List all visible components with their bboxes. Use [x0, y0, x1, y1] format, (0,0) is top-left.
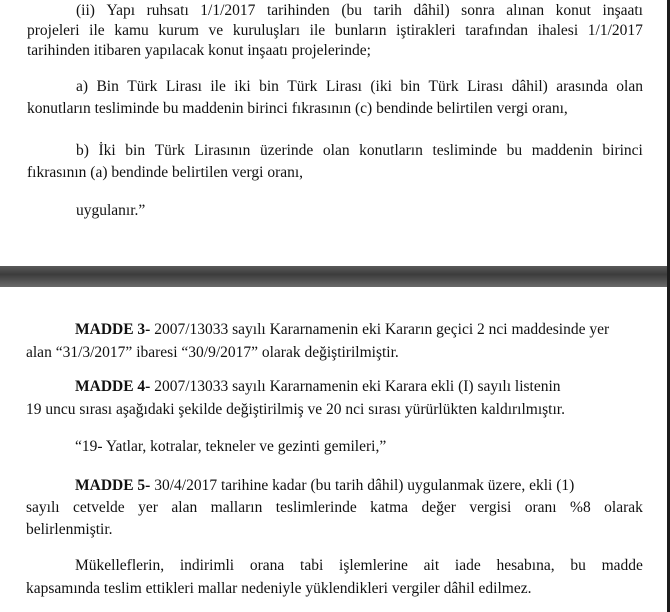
mukellef-line-1-word: tabi: [300, 557, 324, 574]
para-a-line-1-word: dâhil): [511, 78, 548, 95]
para-a-line-1-word: Türk: [127, 78, 158, 95]
para-a-line-1-word: Bin: [96, 78, 119, 95]
mukellef-line-1-word: iade: [454, 557, 481, 574]
para-b-line-1-word: birinci: [602, 142, 643, 159]
para-ii-line-1-word: ruhsatı: [146, 2, 189, 19]
madde5-label: MADDE 5-: [75, 477, 151, 494]
para-ii-line-1-word: Yapı: [106, 2, 136, 19]
para-b-line-1: [76, 142, 643, 160]
para-b-line-1-word: İki: [98, 142, 116, 159]
page-gap: [0, 266, 670, 287]
para-ii-line-1-word: konut: [555, 2, 591, 19]
madde4-line-1-text: 2007/13033 sayılı Kararnamenin eki Karara ekli (I) sayılı listenin: [154, 378, 561, 395]
madde5-line-2-word: yer: [138, 499, 158, 516]
para-ii-line-2-word: ihalesi: [537, 22, 579, 39]
madde5-line-3: belirlenmiştir.: [26, 521, 113, 538]
madde5-line-1: [75, 477, 574, 495]
madde5-line-2-word: değer: [421, 499, 456, 516]
para-a-line-1-word: iki: [234, 78, 251, 95]
para-ii-line-2-word: tarafından: [465, 22, 529, 39]
madde5-line-2-word: alan: [171, 499, 198, 516]
para-ii-line-2-word: kurum: [158, 22, 199, 39]
para-ii-line-1-word: sonra: [461, 2, 495, 19]
mukellef-line-1: [75, 557, 643, 575]
madde4-label: MADDE 4-: [75, 378, 151, 395]
madde3-line-2: alan “31/3/2017” ibaresi “30/9/2017” olarak değiştirilmiştir.: [26, 344, 399, 361]
para-b-line-1-word: olan: [322, 142, 350, 159]
para-ii-line-2-word: 1/1/2017: [587, 22, 643, 39]
para-ii-line-2-word: kuruluşları: [232, 22, 300, 39]
closing-text: uygulanır.”: [76, 202, 146, 219]
para-a-line-1-word: Türk: [428, 78, 459, 95]
para-a-line-1-word: Lirası: [165, 78, 202, 95]
para-b-line-1-word: konutların: [359, 142, 423, 159]
madde4-line-1: [75, 378, 561, 396]
madde5-line-2-word: malların: [210, 499, 263, 516]
para-a-line-1: [76, 78, 643, 96]
para-ii-line-1-word: 1/1/2017: [200, 2, 256, 19]
madde5-line-2-word: cetvelde: [73, 499, 125, 516]
madde3-line-1: [75, 321, 609, 339]
para-a-line-1-word: a): [76, 78, 89, 95]
para-b-line-1-word: Türk: [154, 142, 185, 159]
para-ii-line-1-word: tarihinden: [266, 2, 330, 19]
para-a-line-1-word: Lirası: [325, 78, 362, 95]
para-b-line-1-word: b): [76, 142, 89, 159]
mukellef-line-1-word: bu: [570, 557, 586, 574]
para-ii-line-1-word: alınan: [506, 2, 545, 19]
mukellef-line-2: kapsamında teslim ettikleri mallar nedeniyle yüklendikleri vergiler dâhil edilmez.: [26, 580, 532, 597]
madde5-line-2-word: vergisi: [469, 499, 512, 516]
para-b-line-1-word: üzerinde: [259, 142, 314, 159]
document-page-top: [0, 0, 670, 266]
madde5-line-2-word: oranı: [524, 499, 557, 516]
para-a-line-1-word: olan: [616, 78, 643, 95]
madde5-line-2-word: olarak: [604, 499, 643, 516]
para-ii-line-2: [27, 22, 643, 40]
para-ii-line-3: tarihinden itibaren yapılacak konut inşaatı projelerinde;: [27, 42, 371, 59]
mukellef-line-1-word: Mükelleflerin,: [75, 557, 165, 574]
para-a-line-1-word: bin: [400, 78, 421, 95]
madde5-line-2-word: katma: [370, 499, 409, 516]
mukellef-line-1-word: işlemlerine: [339, 557, 408, 574]
para-b-line-1-word: bu: [506, 142, 523, 159]
para-ii-line-1-word: tarih: [373, 2, 402, 19]
madde4-line-2: 19 uncu sırası aşağıdaki şekilde değiştirilmiş ve 20 nci sırası yürürlükten kaldırılmıştır.: [26, 401, 565, 418]
madde3-label: MADDE 3-: [75, 321, 151, 338]
para-a-line-1-word: Türk: [287, 78, 318, 95]
para-ii-line-1: [76, 2, 643, 20]
para-b-line-1-word: tesliminde: [432, 142, 498, 159]
para-ii-line-1-word: inşaatı: [602, 2, 643, 19]
para-ii-line-2-word: bunların: [334, 22, 387, 39]
madde5-line-1-text: 30/4/2017 tarihine kadar (bu tarih dâhil) uygulanmak üzere, ekli (1): [154, 477, 575, 494]
mukellef-line-1-word: indirimli: [179, 557, 235, 574]
mukellef-line-1-word: hesabına,: [496, 557, 555, 574]
para-ii-line-2-word: iştirakleri: [396, 22, 456, 39]
madde5-line-2-word: %8: [570, 499, 591, 516]
para-b-line-2: fıkrasının (a) bendinde belirtilen vergi oranı,: [27, 164, 304, 181]
para-ii-line-2-word: ile: [309, 22, 326, 39]
madde5-line-2-word: teslimlerinde: [275, 499, 357, 516]
para-ii-line-2-word: ile: [89, 22, 105, 39]
madde3-line-1-text: 2007/13033 sayılı Kararnamenin eki Kararın geçici 2 nci maddesinde yer: [154, 321, 610, 338]
para-a-line-1-word: bin: [259, 78, 279, 95]
para-a-line-1-word: (iki: [370, 78, 392, 95]
madde5-line-2-word: sayılı: [26, 499, 60, 516]
mukellef-line-1-word: madde: [601, 557, 643, 574]
para-a-line-2: konutların tesliminde bu maddenin birinci fıkrasının (c) bendinde belirtilen vergi oranı,: [27, 100, 568, 117]
para-b-line-1-word: Lirasının: [194, 142, 251, 159]
para-ii-line-1-word: (bu: [341, 2, 362, 19]
para-ii-line-2-word: ve: [208, 22, 224, 39]
quote-19: “19- Yatlar, kotralar, tekneler ve gezinti gemileri,”: [75, 438, 387, 455]
para-a-line-1-word: arasında: [556, 78, 608, 95]
madde5-line-2: [26, 499, 643, 517]
para-ii-line-2-word: kamu: [114, 22, 149, 39]
mukellef-line-1-word: orana: [249, 557, 285, 574]
para-a-line-1-word: Lirası: [467, 78, 504, 95]
para-b-line-1-word: bin: [125, 142, 146, 159]
document-page-bottom: [0, 287, 670, 612]
para-ii-line-1-word: (ii): [76, 2, 95, 19]
mukellef-line-1-word: ait: [423, 557, 440, 574]
para-ii-line-1-word: dâhil): [413, 2, 450, 19]
para-ii-line-2-word: projeleri: [27, 22, 80, 39]
para-b-line-1-word: maddenin: [531, 142, 593, 159]
para-a-line-1-word: ile: [210, 78, 226, 95]
